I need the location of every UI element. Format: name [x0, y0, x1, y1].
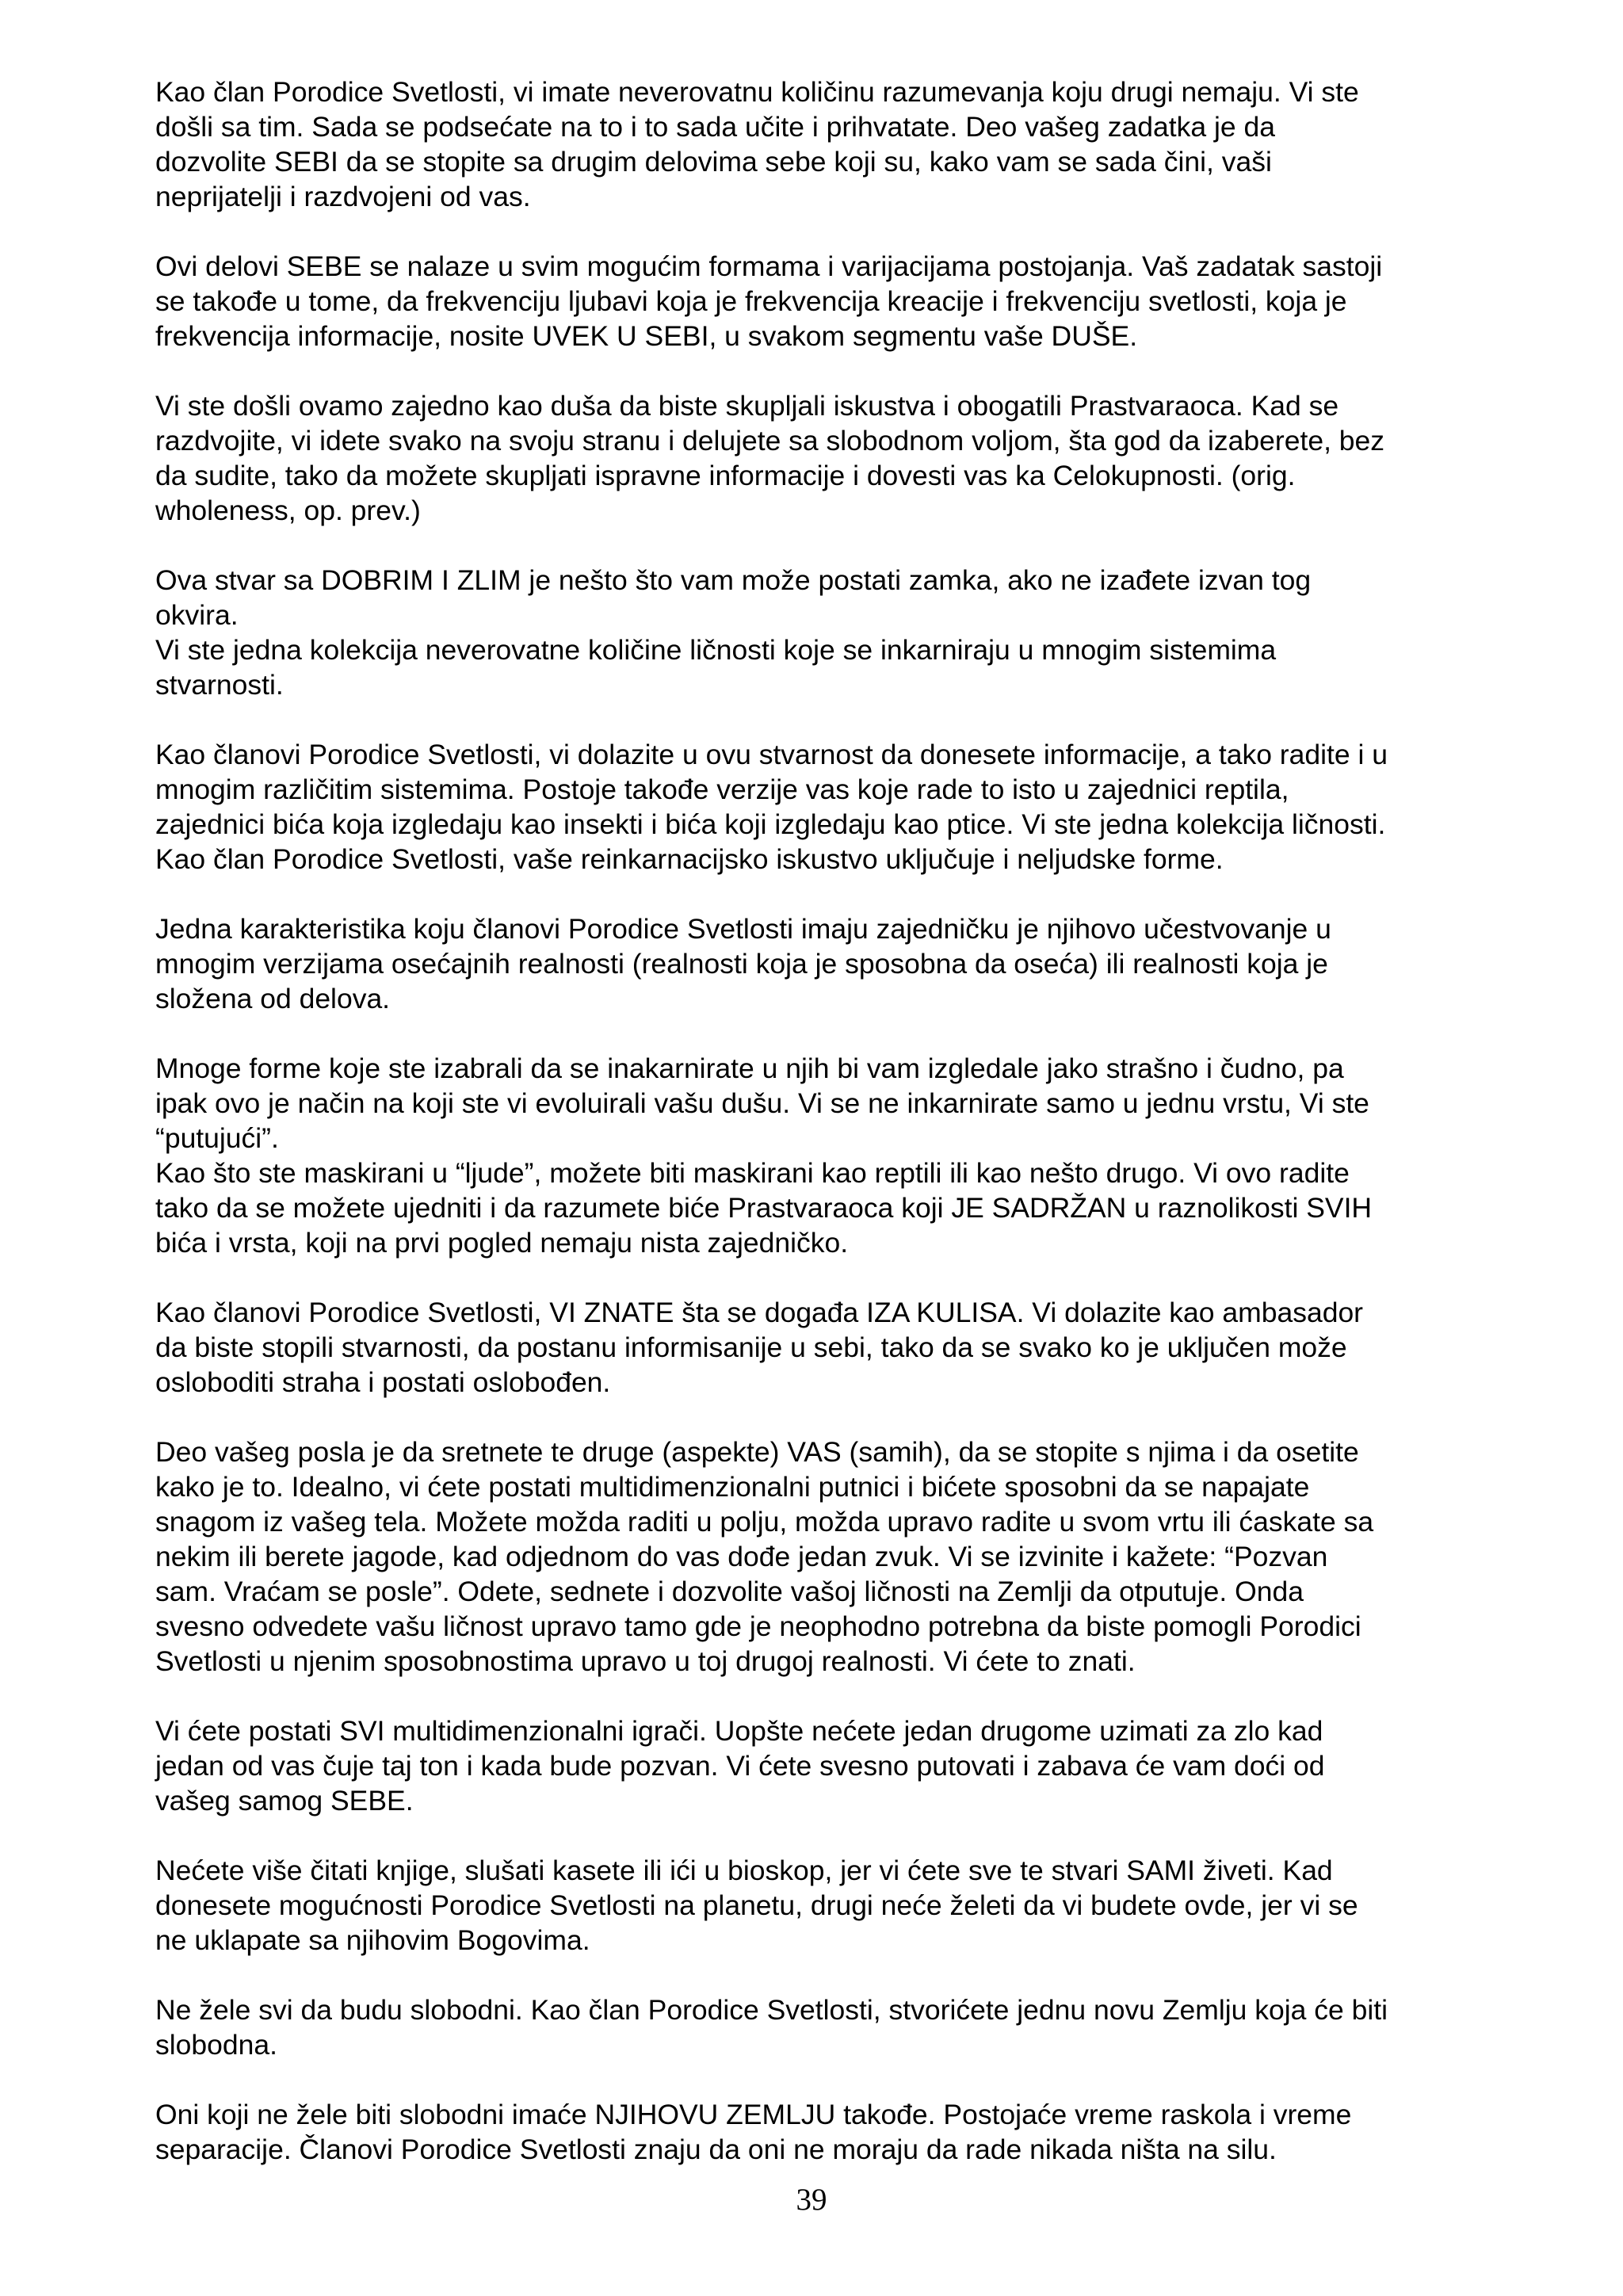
text-line: slobodna. — [155, 2029, 277, 2061]
text-line: separacije. Članovi Porodice Svetlosti znaju da oni ne moraju da rade nikada ništa na silu. — [155, 2134, 1277, 2165]
text-line: Kao članovi Porodice Svetlosti, VI ZNATE šta se događa IZA KULISA. Vi dolazite kao ambasador — [155, 1297, 1364, 1328]
text-line: se takođe u tome, da frekvenciju ljubavi koja je frekvencija kreacije i frekvenciju svetlosti, koja je — [155, 285, 1347, 317]
text-line: zajednici bića koja izgledaju kao insekti i bića koji izgledaju kao ptice. Vi ste jedna kolekcija ličnosti. — [155, 808, 1386, 840]
text-line: da sudite, tako da možete skupljati ispravne informacije i dovesti vas ka Celokupnosti. (orig. — [155, 460, 1296, 491]
text-line: vašeg samog SEBE. — [155, 1785, 414, 1817]
text-line: okvira. — [155, 599, 239, 631]
text-line: tako da se možete ujedniti i da razumete biće Prastvaraoca koji JE SADRŽAN u raznolikosti SVIH — [155, 1192, 1373, 1224]
text-line: Kao član Porodice Svetlosti, vi imate neverovatnu količinu razumevanja koju drugi nemaju. Vi ste — [155, 76, 1359, 108]
text-line: došli sa tim. Sada se podsećate na to i to sada učite i prihvatate. Deo vašeg zadatka je da — [155, 111, 1275, 143]
text-line: Kao članovi Porodice Svetlosti, vi dolazite u ovu stvarnost da donesete informacije, a tako radite i u — [155, 739, 1388, 770]
text-line: Svetlosti u njenim sposobnostima upravo u toj drugoj realnosti. Vi ćete to znati. — [155, 1645, 1136, 1677]
paragraph — [155, 1435, 1487, 1679]
text-line: Ovi delovi SEBE se nalaze u svim mogućim formama i varijacijama postojanja. Vaš zadatak sastoji — [155, 250, 1383, 282]
text-line: sam. Vraćam se posle”. Odete, sednete i dozvolite vašoj ličnosti na Zemlji da otputuje. Onda — [155, 1576, 1304, 1607]
text-line: bića i vrsta, koji na prvi pogled nemaju nista zajedničko. — [155, 1227, 849, 1259]
text-line: Oni koji ne žele biti slobodni imaće NJIHOVU ZEMLJU takođe. Postojaće vreme raskola i vreme — [155, 2099, 1352, 2130]
paragraph — [155, 737, 1487, 877]
text-line: “putujući”. — [155, 1122, 279, 1154]
paragraph — [155, 74, 1487, 214]
document-body — [155, 74, 1487, 2202]
paragraph — [155, 249, 1487, 353]
text-line: Deo vašeg posla je da sretnete te druge (aspekte) VAS (samih), da se stopite s njima i da osetite — [155, 1436, 1359, 1468]
text-line: donesete mogućnosti Porodice Svetlosti na planetu, drugi neće želeti da vi budete ovde, jer vi se — [155, 1889, 1358, 1921]
paragraph — [155, 1853, 1487, 1958]
text-line: Ne žele svi da budu slobodni. Kao član Porodice Svetlosti, stvorićete jednu novu Zemlju koja će biti — [155, 1994, 1388, 2026]
text-line: neprijatelji i razdvojeni od vas. — [155, 181, 531, 212]
paragraph — [155, 388, 1487, 528]
text-line: frekvencija informacije, nosite UVEK U SEBI, u svakom segmentu vaše DUŠE. — [155, 320, 1138, 352]
text-line: wholeness, op. prev.) — [155, 495, 421, 526]
text-line: Jedna karakteristika koju članovi Porodice Svetlosti imaju zajedničku je njihovo učestvovanje u — [155, 913, 1331, 945]
text-line: Mnoge forme koje ste izabrali da se inakarnirate u njih bi vam izgledale jako strašno i čudno, pa — [155, 1052, 1344, 1084]
text-line: nekim ili berete jagode, kad odjednom do vas dođe jedan zvuk. Vi se izvinite i kažete: “Pozvan — [155, 1541, 1328, 1572]
text-line: stvarnosti. — [155, 669, 284, 701]
text-line: ne uklapate sa njihovim Bogovima. — [155, 1924, 590, 1956]
text-line: Kao što ste maskirani u “ljude”, možete biti maskirani kao reptili ili kao nešto drugo. Vi ovo radite — [155, 1157, 1350, 1189]
paragraph — [155, 1051, 1487, 1260]
text-line: jedan od vas čuje taj ton i kada bude pozvan. Vi ćete svesno putovati i zabava će vam doći od — [155, 1750, 1325, 1782]
page-number: 39 — [796, 2183, 827, 2217]
text-line: osloboditi straha i postati oslobođen. — [155, 1366, 611, 1398]
text-line: ipak ovo je način na koji ste vi evoluirali vašu dušu. Vi se ne inkarnirate samo u jednu vrstu, Vi ste — [155, 1087, 1369, 1119]
text-line: Vi ste jedna kolekcija neverovatne količine ličnosti koje se inkarniraju u mnogim sistemima — [155, 634, 1277, 666]
text-line: Nećete više čitati knjige, slušati kasete ili ići u bioskop, jer vi ćete sve te stvari SAMI živeti. Kad — [155, 1855, 1333, 1886]
text-line: snagom iz vašeg tela. Možete možda raditi u polju, možda upravo radite u svom vrtu ili ćaskate sa — [155, 1506, 1374, 1538]
text-line: da biste stopili stvarnosti, da postanu informisanije u sebi, tako da se svako ko je uključen može — [155, 1331, 1347, 1363]
text-line: mnogim različitim sistemima. Postoje takođe verzije vas koje rade to isto u zajednici reptila, — [155, 774, 1289, 805]
text-line: mnogim verzijama osećajnih realnosti (realnosti koja je sposobna da oseća) ili realnosti koja je — [155, 948, 1328, 980]
text-line: Vi ste došli ovamo zajedno kao duša da biste skupljali iskustva i obogatili Prastvaraoca. Kad se — [155, 390, 1339, 422]
text-line: kako je to. Idealno, vi ćete postati multidimenzionalni putnici i bićete sposobni da se napajate — [155, 1471, 1310, 1503]
paragraph — [155, 911, 1487, 1016]
text-line: Kao član Porodice Svetlosti, vaše reinkarnacijsko iskustvo uključuje i neljudske forme. — [155, 843, 1224, 875]
paragraph — [155, 1992, 1487, 2062]
paragraph — [155, 2097, 1487, 2167]
text-line: dozvolite SEBI da se stopite sa drugim delovima sebe koji su, kako vam se sada čini, vaši — [155, 146, 1272, 178]
text-line: Vi ćete postati SVI multidimenzionalni igrači. Uopšte nećete jedan drugome uzimati za zlo kad — [155, 1715, 1323, 1747]
paragraph — [155, 1713, 1487, 1818]
text-line: razdvojite, vi idete svako na svoju stranu i delujete sa slobodnom voljom, šta god da izaberete, bez — [155, 425, 1385, 457]
text-line: Ova stvar sa DOBRIM I ZLIM je nešto što vam može postati zamka, ako ne izađete izvan tog — [155, 564, 1312, 596]
text-line: svesno odvedete vašu ličnost upravo tamo gde je neophodno potrebna da biste pomogli Porodici — [155, 1610, 1361, 1642]
text-line: složena od delova. — [155, 983, 391, 1014]
paragraph — [155, 1295, 1487, 1400]
paragraph — [155, 563, 1487, 702]
